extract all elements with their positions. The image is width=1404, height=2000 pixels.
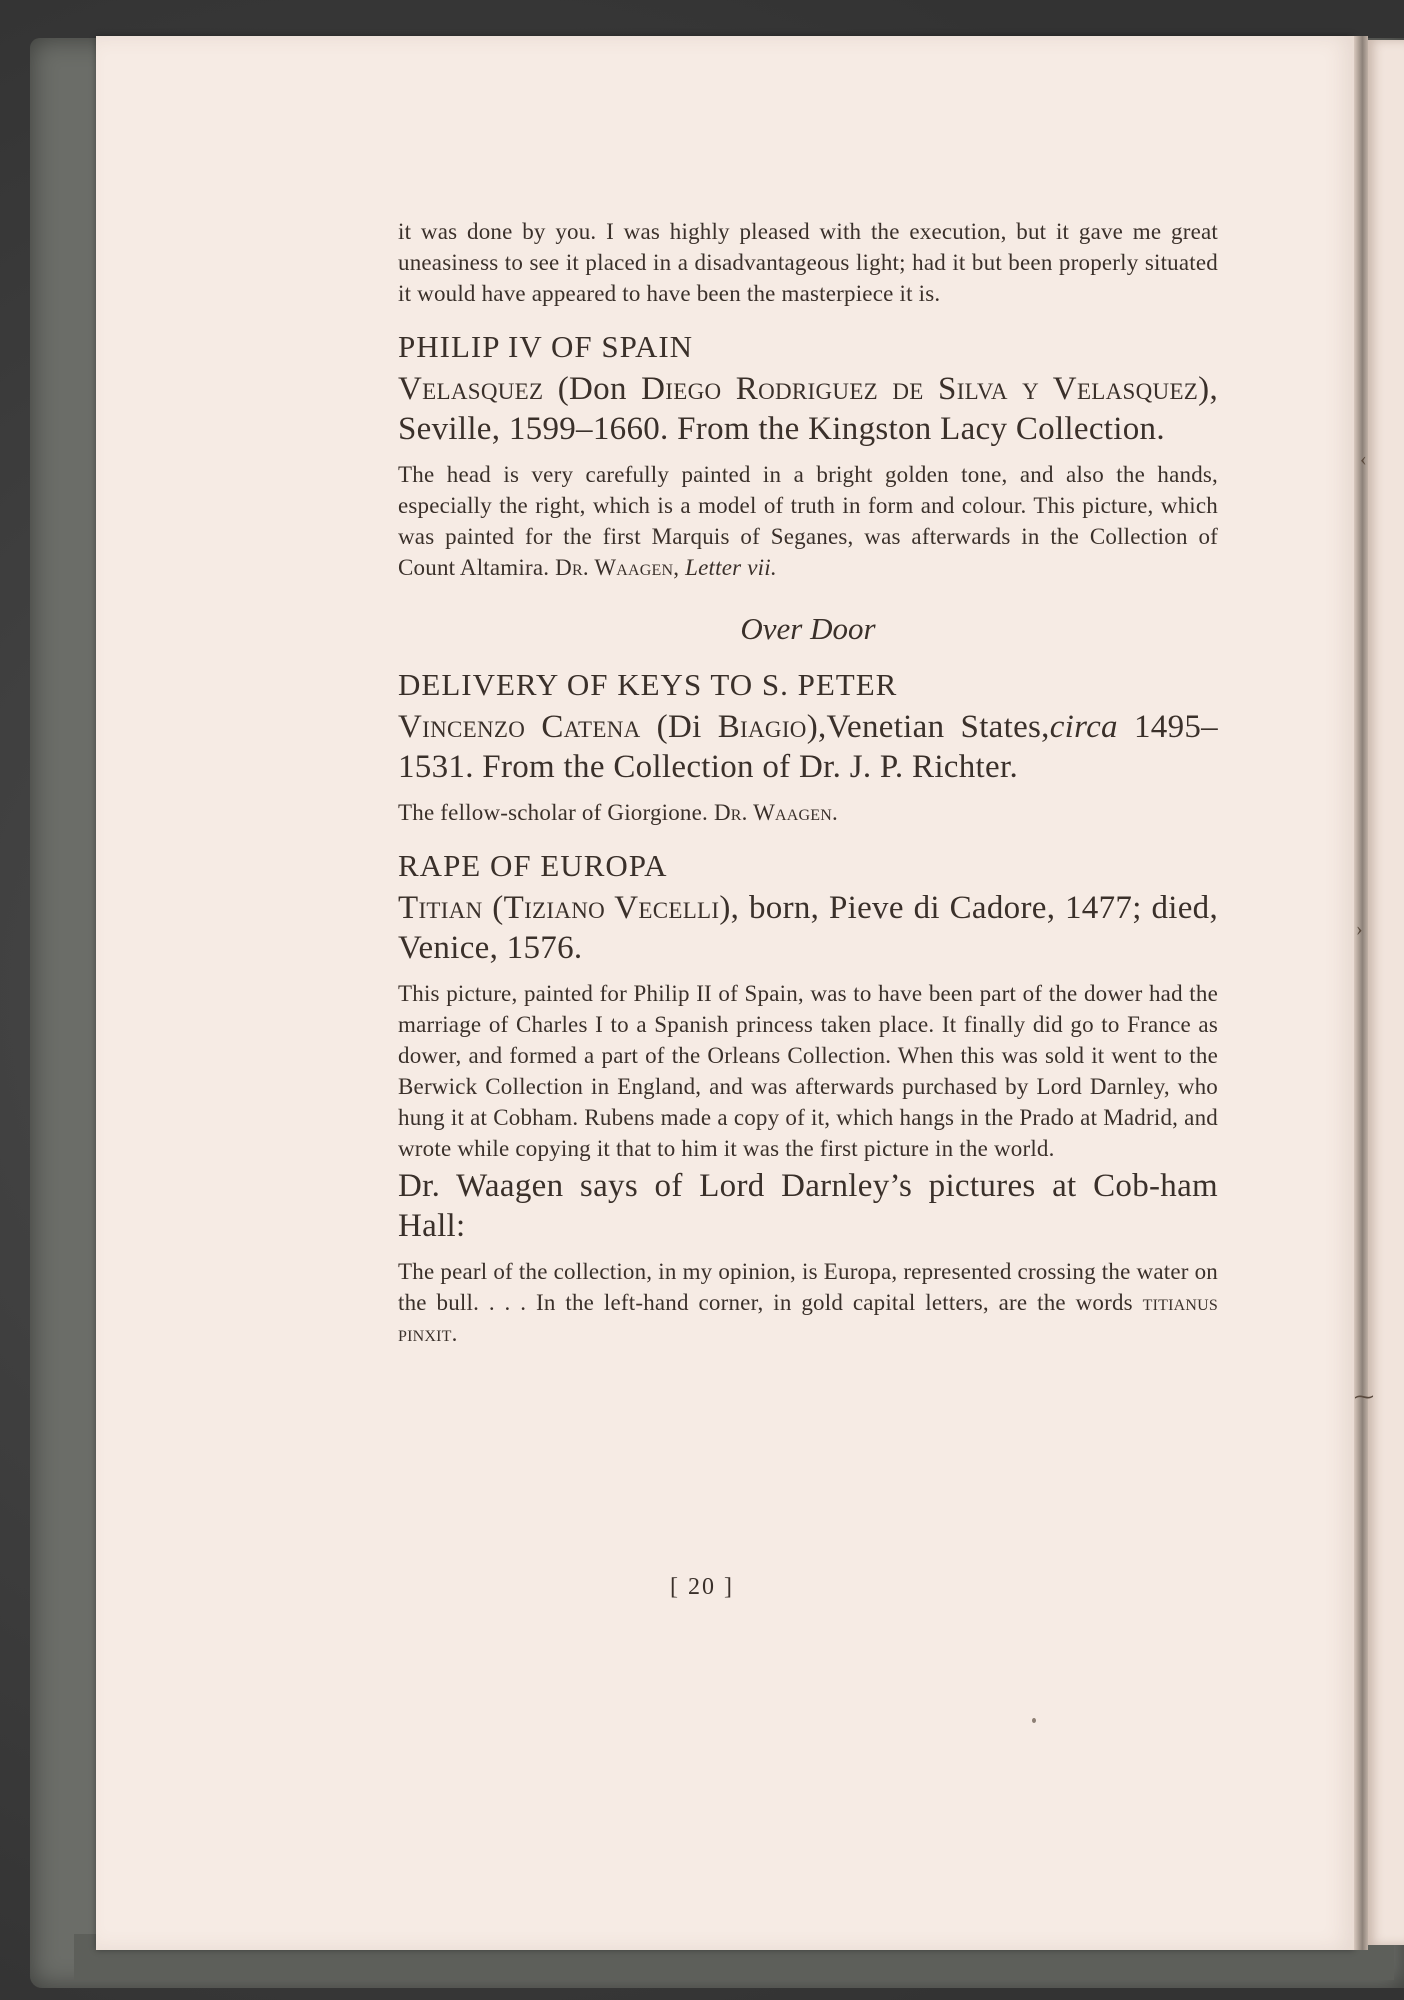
attribution — [398, 369, 1218, 449]
italic-text: Letter vii. — [685, 555, 777, 580]
page-number: [ 20 ] — [670, 1574, 734, 1600]
small-caps-text: Dr. Waagen. — [713, 800, 838, 825]
text-run: ), Seville, 1599–1660. From the Kingston Lacy Collection. — [398, 371, 1218, 447]
artwork-title: DELIVERY OF KEYS TO S. PETER — [398, 667, 898, 702]
attribution: Dr. Waagen says of Lord Darnley’s pictures at Cob-ham Hall: — [398, 1168, 1218, 1244]
italic-text: circa — [1049, 709, 1118, 745]
small-caps-text: Tiziano Vecelli — [503, 890, 720, 926]
text-run: (Di — [640, 709, 718, 745]
small-caps-text: Biagio — [717, 709, 807, 745]
facing-page-edge — [1368, 40, 1404, 1945]
artwork-title: RAPE OF EUROPA — [398, 848, 668, 883]
text-run: ),Venetian States, — [806, 709, 1050, 745]
text-run: The head is very carefully painted in a bright golden tone, and also the hands, especially the right, which is a model of truth in form and colour. This picture, which was painted for the first Marquis of Seganes, was afterwards in the Collection of Count Altamira. — [398, 462, 1218, 580]
paper-speck — [1032, 1718, 1036, 1723]
page-text — [398, 216, 1218, 1349]
small-caps-text: Velasquez — [398, 371, 544, 407]
text-run: ( — [482, 890, 504, 926]
attribution — [398, 707, 1218, 787]
attribution — [398, 888, 1218, 968]
body-paragraph: it was done by you. I was highly pleased with the execution, but it gave me great uneasiness to see it placed in a disadvantageous light; had it but been properly situated it would have appeared to have been the masterpiece it is. — [398, 219, 1218, 306]
show-through-mark: › — [1356, 918, 1363, 940]
artwork-title: PHILIP IV OF SPAIN — [398, 329, 694, 364]
text-run: 1495–1531. From the Collection of Dr. J. P. Richter. — [398, 709, 1218, 785]
small-caps-text: Dr. Waagen — [555, 555, 674, 580]
text-run: (Don — [543, 371, 642, 407]
show-through-mark: ⁓ — [1354, 1386, 1374, 1408]
text-run: The fellow-scholar of Giorgione. — [398, 800, 714, 825]
page-gutter — [1354, 36, 1368, 1950]
text-run: ), born, Pieve di Cadore, 1477; died, Venice, 1576. — [398, 890, 1219, 966]
show-through-mark: ‹ — [1360, 448, 1367, 470]
small-caps-text: Titian — [398, 890, 483, 926]
text-run: . — [451, 1321, 458, 1346]
body-paragraph — [398, 459, 1218, 583]
section-heading: Over Door — [740, 611, 876, 646]
small-caps-text: Diego Rodriguez de Silva y Velasquez — [641, 371, 1199, 407]
small-caps-text: Vincenzo Catena — [398, 709, 641, 745]
body-paragraph — [398, 1256, 1218, 1349]
small-caps-text: titianus pinxit — [398, 1290, 1218, 1346]
text-run: , — [673, 555, 686, 580]
body-paragraph: This picture, painted for Philip II of Spain, was to have been part of the dower had the marriage of Charles I to a Spanish princess taken place. It finally did go to France as dower, and formed a part of the Orleans Collection. When this was sold it went to the Berwick Collection in England, and was afterwards purchased by Lord Darnley, who hung it at Cobham. Rubens made a copy of it, which hangs in the Prado at Madrid, and wrote while copying it that to him it was the first picture in the world. — [398, 981, 1218, 1161]
body-paragraph — [398, 797, 1218, 828]
text-run: The pearl of the collection, in my opinion, is Europa, represented crossing the water on the bull. . . . In the left-hand corner, in gold capital letters, are the words — [398, 1259, 1218, 1315]
